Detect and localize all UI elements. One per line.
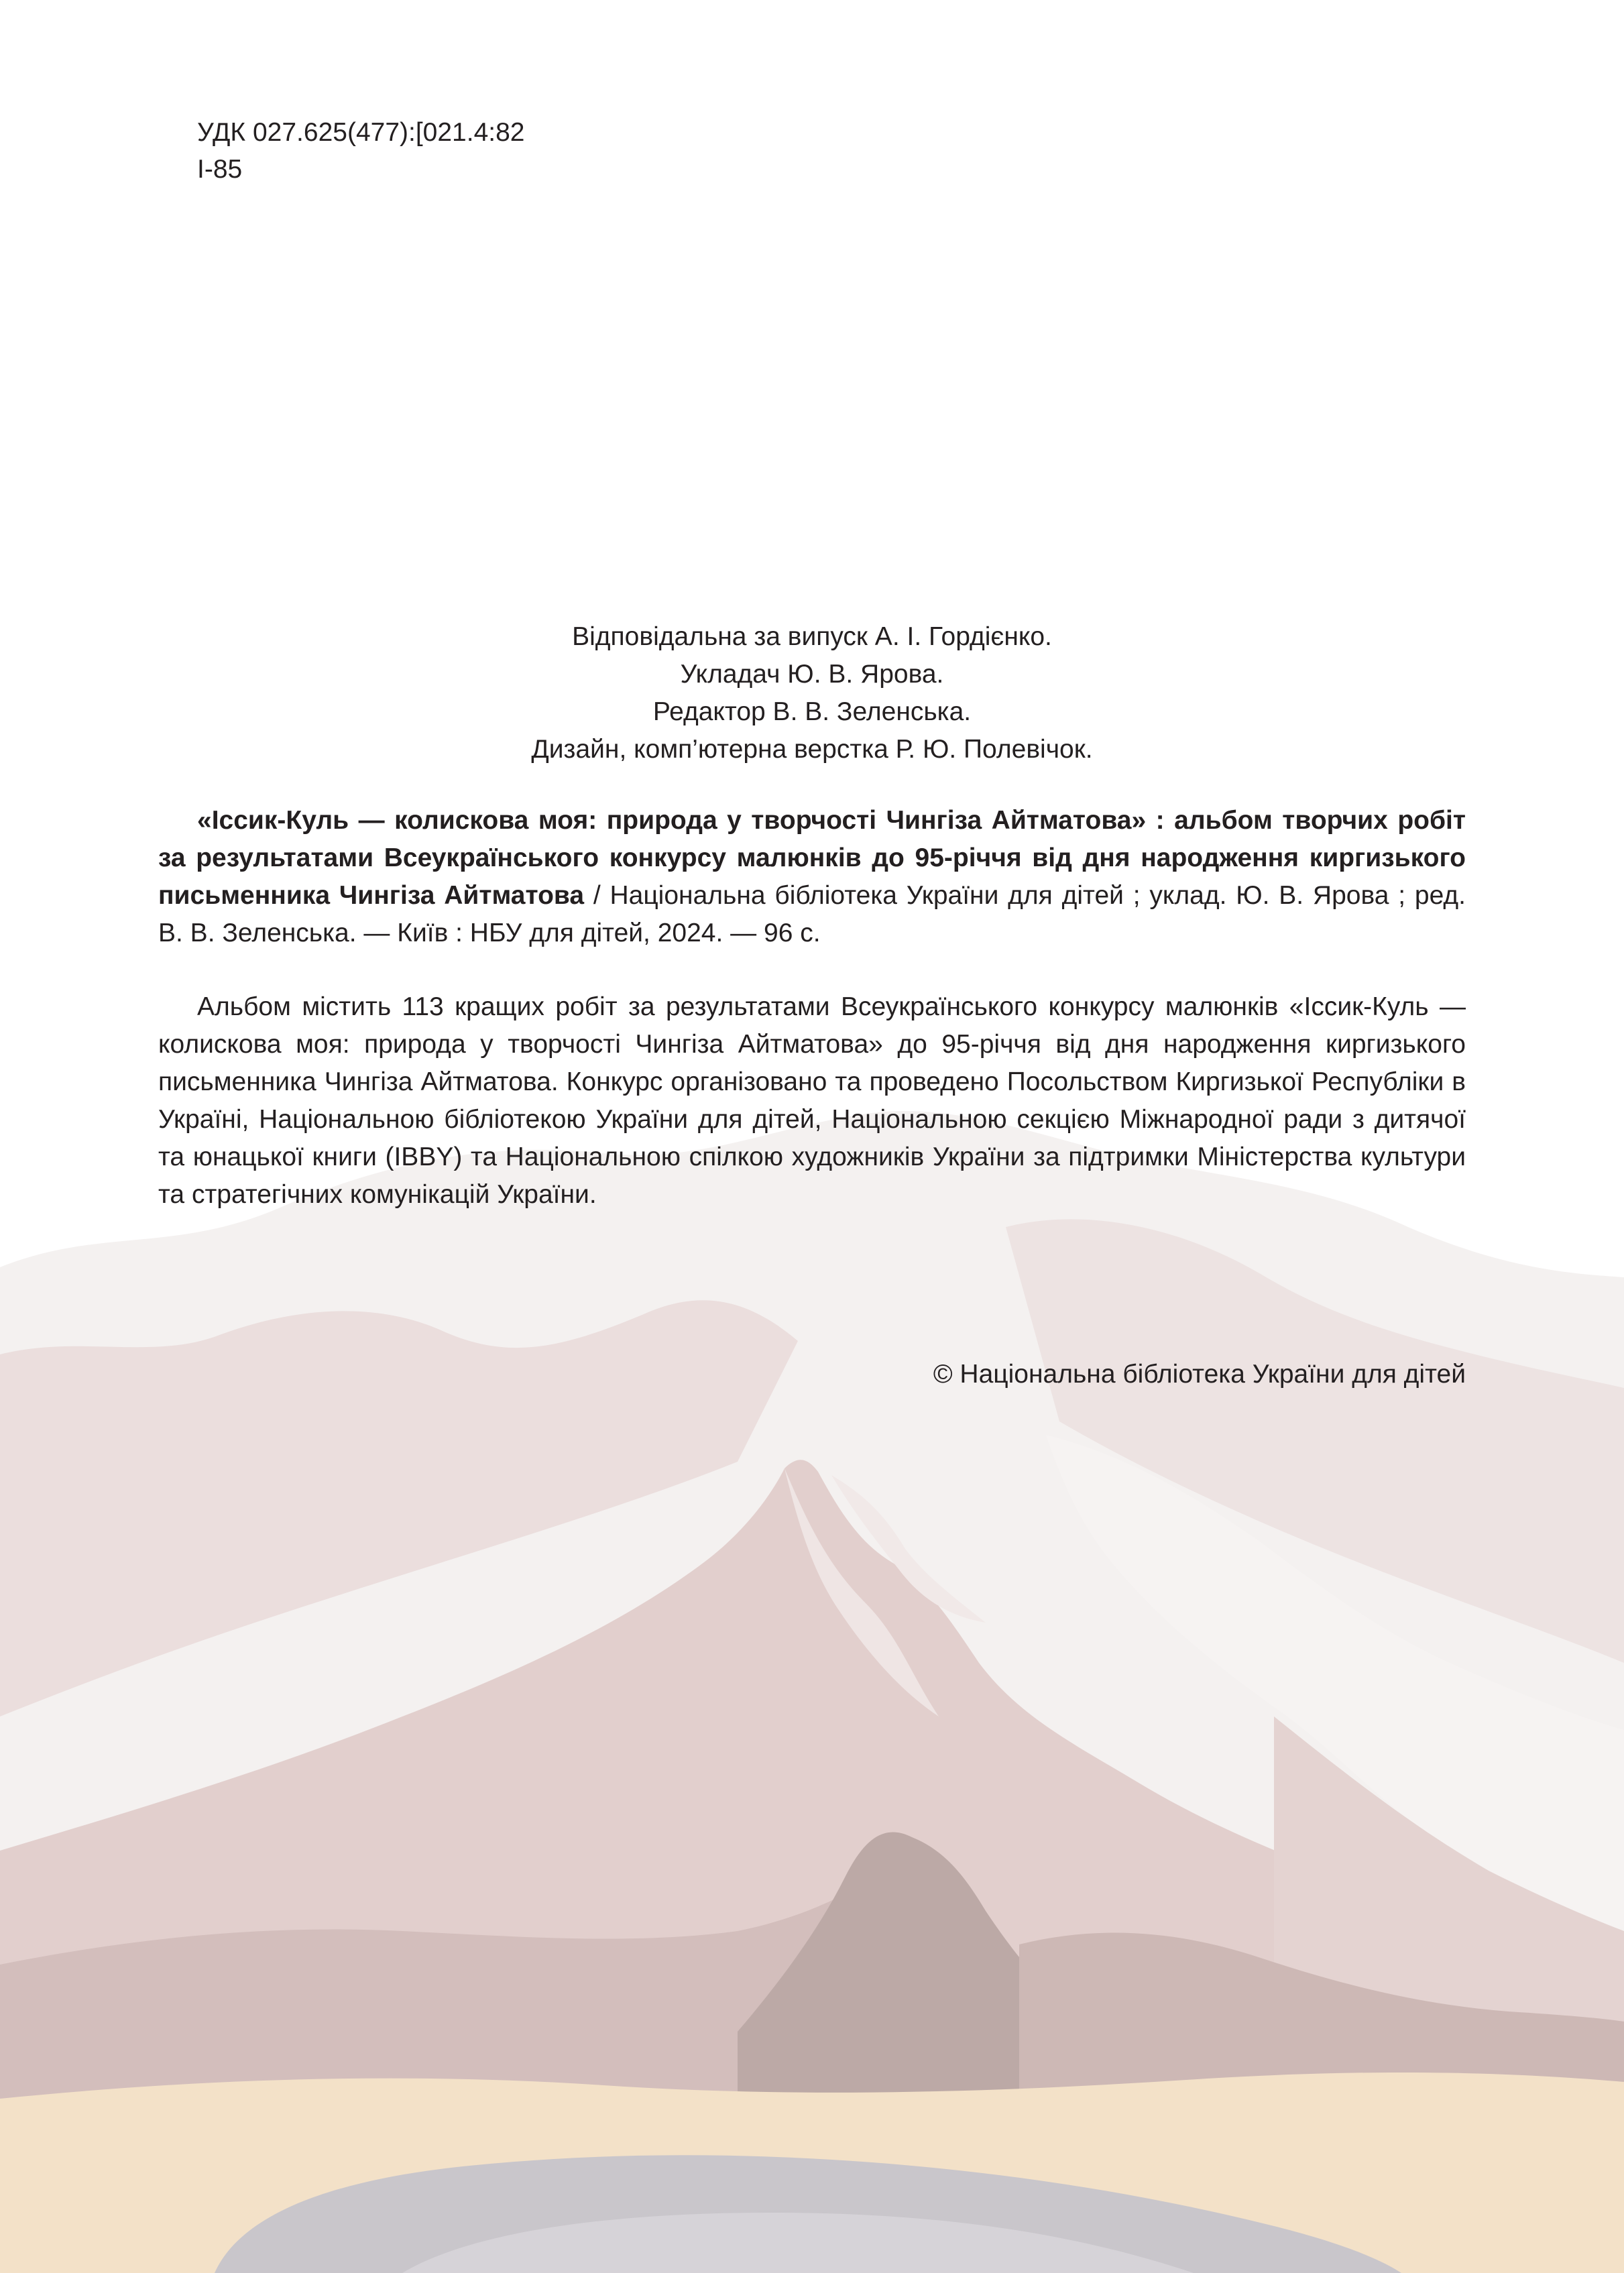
credit-line-compiler: Укладач Ю. В. Ярова. <box>680 660 944 689</box>
bibliographic-details: / Національна бібліотека України для дітей ; уклад. Ю. В. Ярова ; ред. В. В. Зеленська. — Київ : НБУ для дітей, 2024. — 96 с. <box>158 881 1466 947</box>
bibliographic-record <box>158 802 1466 952</box>
copyright-notice: © Національна бібліотека України для дітей <box>933 1360 1466 1389</box>
credit-line-editor: Редактор В. В. Зеленська. <box>652 697 972 726</box>
annotation-paragraph: Альбом містить 113 кращих робіт за результатами Всеукраїнського конкурсу малюнків «Іссик-Куль — колискова моя: природа у творчості Чингіза Айтматова» до 95-річчя від дня народження киргизького письменника Чингіза Айтматова. Конкурс організовано та проведено Посольством Киргизької Республіки в Україні, Національною бібліотекою України для дітей, Національною секцією Міжнародної ради з дитячої та юнацької книги (IBBY) та Національною спілкою художників України за підтримки Міністерства культури та стратегічних комунікацій України. <box>158 992 1466 1209</box>
credit-line-responsible: Відповідальна за випуск А. І. Гордієнко. <box>572 622 1052 651</box>
author-mark: І-85 <box>197 155 243 184</box>
classification-block <box>197 114 525 188</box>
credit-line-design: Дизайн, комп’ютерна верстка Р. Ю. Полевічок. <box>531 735 1093 764</box>
udk-code: УДК 027.625(477):[021.4:82 <box>197 118 525 147</box>
credits-block <box>158 618 1466 768</box>
bibliographic-title: «Іссик-Куль — колискова моя: природа у творчості Чингіза Айтматова» : альбом творчих робіт за результатами Всеукраїнського конкурсу малюнків до 95-річчя від дня народження киргизького письменника Чингіза Айтматова <box>158 806 1466 910</box>
